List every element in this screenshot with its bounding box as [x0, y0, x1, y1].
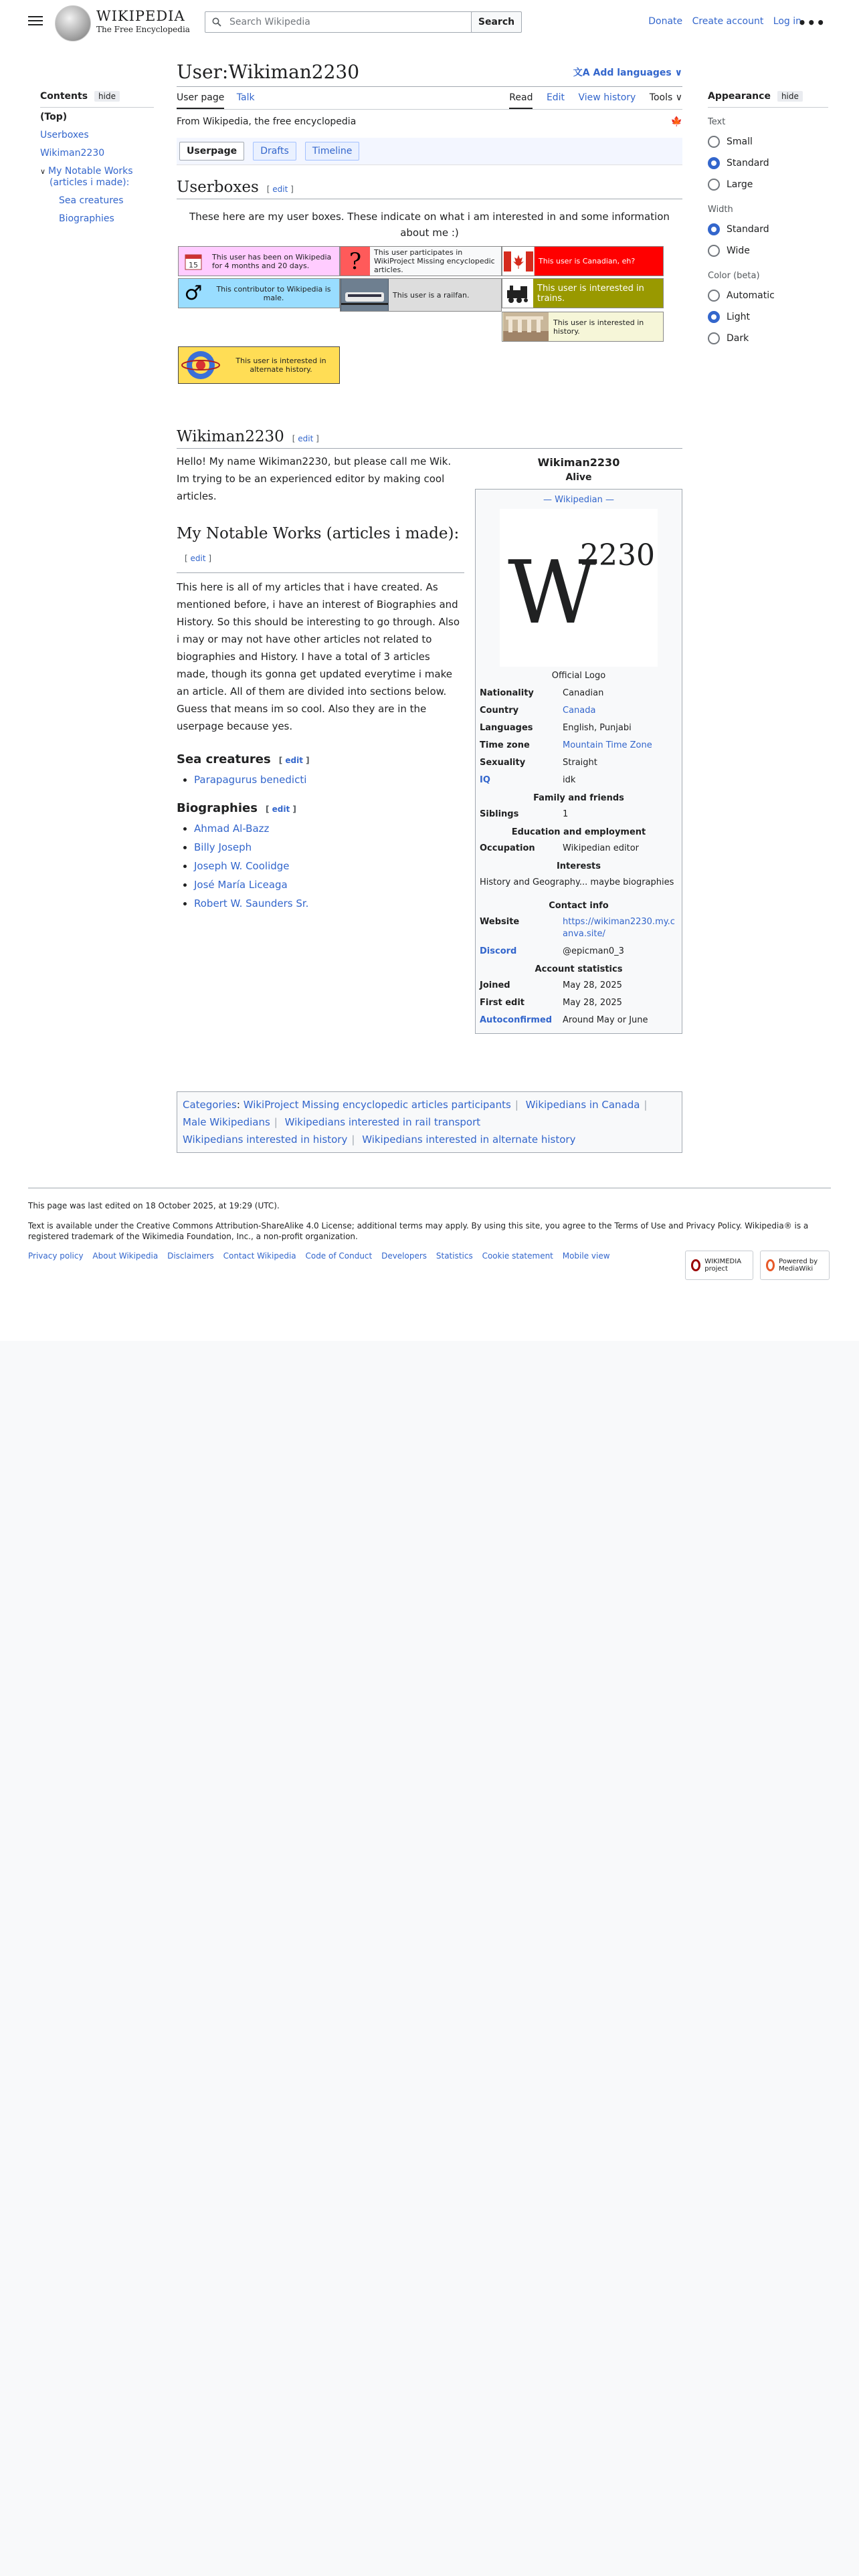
user-infobox — [475, 455, 682, 1034]
article-link[interactable]: José María Liceaga — [194, 879, 288, 891]
from-text: From Wikipedia, the free encyclopedia — [177, 116, 357, 127]
radio-label: Standard — [727, 158, 769, 169]
question-mark-icon: ? — [341, 247, 370, 276]
works-heading — [177, 522, 464, 573]
contact-header: Contact info — [549, 901, 609, 911]
toc-item-biographies[interactable]: Biographies — [59, 213, 114, 224]
text-size-label: Text — [708, 117, 726, 127]
row-label: Occupation — [480, 843, 535, 853]
add-languages-button[interactable] — [573, 66, 682, 79]
edit-link[interactable]: edit — [272, 185, 288, 194]
stats-header: Account statistics — [535, 964, 623, 974]
userbox-time-text: This user has been on Wikipedia for 4 months and 20 days. — [212, 252, 332, 270]
tab-tools[interactable] — [650, 92, 682, 108]
radio-icon — [708, 136, 720, 148]
category-link[interactable]: WikiProject Missing encyclopedic articles participants — [243, 1099, 511, 1111]
logo-title: WIKIPEDIA — [96, 8, 185, 24]
tools-label: Tools — [649, 92, 673, 103]
toc-item-top[interactable]: (Top) — [40, 112, 68, 122]
works-text: This here is all of my articles that i have created. As mentioned before, i have an interest of Biographies and History. So this should be interesting to go through. Also i may or may not have other articles not related to biographies and History. I have a total of 3 articles made, though its gonna get updated everytime i make an article. All of them are divided into sections below. Guess that means im so cool. Also they are in the userpage because yes. — [177, 581, 460, 732]
page-tabs — [177, 87, 682, 110]
alternate-history-globe-icon — [179, 347, 223, 383]
infobox-row — [480, 994, 678, 1012]
width-label: Width — [708, 205, 733, 215]
article-link[interactable]: Joseph W. Coolidge — [194, 860, 290, 872]
userbox-railfan-text: This user is a railfan. — [393, 290, 470, 300]
infobox-row — [480, 685, 678, 702]
timezone-link[interactable]: Mountain Time Zone — [563, 740, 652, 750]
radio-icon — [708, 179, 720, 191]
more-options-icon[interactable]: ••• — [797, 15, 826, 31]
userboxes-intro: These here are my user boxes. These indicate on what i am interested in and some information about me :) — [189, 211, 670, 239]
row-label: Sexuality — [480, 758, 526, 768]
footer — [28, 1188, 831, 1273]
left-column — [177, 449, 464, 913]
ruins-photo-icon — [502, 312, 549, 341]
row-value: May 28, 2025 — [563, 998, 622, 1008]
appearance-title: Appearance — [708, 91, 771, 102]
badge-text: Powered by MediaWiki — [779, 1258, 818, 1273]
toc-title: Contents — [40, 91, 88, 102]
footer-link[interactable]: Code of Conduct — [305, 1251, 373, 1261]
category-link[interactable]: Wikipedians interested in alternate history — [362, 1134, 576, 1146]
wordmark[interactable] — [96, 8, 190, 34]
main-menu-icon[interactable] — [28, 13, 43, 28]
header — [0, 0, 859, 44]
footer-link[interactable]: Privacy policy — [28, 1251, 84, 1261]
footer-link[interactable]: Mobile view — [562, 1251, 610, 1261]
radio-label: Automatic — [727, 290, 775, 301]
row-label: Time zone — [480, 740, 530, 750]
toc-hide-button[interactable]: hide — [94, 91, 120, 102]
table-of-contents — [40, 91, 154, 227]
row-value: 1 — [563, 809, 569, 819]
create-account-link[interactable]: Create account — [692, 16, 764, 27]
badge-text: WIKIMEDIA project — [704, 1258, 742, 1273]
male-symbol-icon: ♂ — [184, 282, 203, 305]
category-link[interactable]: Male Wikipedians — [183, 1116, 270, 1128]
radio-label: Light — [727, 312, 750, 322]
userbox-missing-articles — [340, 246, 502, 276]
radio-icon — [708, 290, 720, 302]
userbox-male-text: This contributor to Wikipedia is male. — [216, 284, 331, 302]
userbox-trains-text: This user is interested in trains. — [537, 283, 644, 304]
infobox-name: Wikiman2230 — [537, 456, 620, 469]
footer-link[interactable]: About Wikipedia — [92, 1251, 159, 1261]
radio-color-automatic[interactable] — [708, 285, 828, 306]
toc-item-notable-works-row — [40, 162, 154, 191]
maple-leaf-icon: 🍁 — [670, 116, 682, 127]
radio-text-large[interactable] — [708, 174, 828, 195]
search-button[interactable]: Search — [471, 11, 522, 33]
edit-link[interactable]: edit — [190, 554, 206, 563]
wikimedia-badge[interactable] — [685, 1251, 753, 1280]
row-label: Languages — [480, 723, 533, 733]
biographies-list — [177, 819, 464, 913]
infobox-row — [480, 702, 678, 720]
row-value: idk — [563, 775, 576, 785]
userbox-grid — [177, 246, 682, 387]
tab-talk[interactable]: Talk — [236, 92, 255, 103]
official-logo-image[interactable] — [500, 509, 658, 667]
infobox-row — [480, 772, 678, 789]
tab-view-history[interactable]: View history — [578, 92, 636, 103]
categories-box: Categories: WikiProject Missing encyclopedic articles participants | Wikipedians in Canada | Male Wikipedians | Wikipedians interested in rail transport Wikipedians interested in history | Wikipedians interested in alternate history — [177, 1091, 682, 1153]
category-link[interactable]: Wikipedians in Canada — [525, 1099, 640, 1111]
list-item — [194, 857, 464, 875]
userbox-male — [178, 278, 340, 308]
steam-locomotive-icon — [502, 279, 533, 308]
log-in-link[interactable]: Log in — [773, 16, 801, 27]
appearance-panel — [708, 91, 828, 349]
color-label: Color (beta) — [708, 271, 760, 281]
infobox-row — [480, 977, 678, 994]
userbox-railfan — [340, 278, 502, 312]
tab-user-page[interactable]: User page — [177, 92, 224, 109]
infobox-row — [480, 720, 678, 737]
canada-flag-icon — [502, 247, 535, 276]
radio-label: Dark — [727, 333, 749, 344]
radio-selected-icon — [708, 311, 720, 323]
edit-link[interactable]: edit — [285, 756, 303, 765]
radio-icon — [708, 332, 720, 344]
infobox-row — [480, 914, 678, 943]
row-label: Website — [480, 917, 520, 927]
navtab-userpage[interactable]: Userpage — [179, 142, 244, 160]
wikimedia-logo-icon — [691, 1259, 700, 1271]
row-value: May 28, 2025 — [563, 980, 622, 990]
list-item — [194, 838, 464, 857]
personal-links — [642, 16, 801, 27]
list-item — [194, 819, 464, 838]
radio-label: Large — [727, 179, 753, 190]
works-heading-text: My Notable Works (articles i made): — [177, 525, 460, 542]
chevron-down-icon: ∨ — [675, 92, 682, 103]
radio-width-wide[interactable] — [708, 240, 828, 261]
row-value: Wikipedian editor — [563, 843, 640, 853]
discord-link[interactable]: Discord — [480, 946, 517, 956]
search-icon — [212, 17, 221, 27]
list-item — [194, 894, 464, 913]
family-header: Family and friends — [533, 793, 624, 803]
infobox-row — [480, 737, 678, 754]
navtab-timeline[interactable]: Timeline — [305, 142, 360, 160]
edit-sea: [ edit ] — [278, 756, 310, 765]
interests-text: History and Geography... maybe biographies — [480, 877, 674, 887]
calendar-icon — [179, 247, 208, 276]
userbox-canadian-text: This user is Canadian, eh? — [539, 257, 636, 265]
radio-label: Standard — [727, 224, 769, 235]
donate-link[interactable]: Donate — [648, 16, 683, 27]
userbox-canadian — [502, 246, 664, 276]
row-label: Country — [480, 706, 519, 716]
footer-link[interactable]: Statistics — [436, 1251, 473, 1261]
education-header: Education and employment — [511, 827, 646, 837]
userboxes-heading-text: Userboxes — [177, 179, 259, 196]
mediawiki-badge[interactable] — [760, 1251, 830, 1280]
infobox-above[interactable]: — Wikipedian — — [543, 495, 614, 505]
toc-item-sea-creatures[interactable]: Sea creatures — [59, 195, 124, 206]
sea-creatures-heading-text: Sea creatures — [177, 752, 271, 766]
wikiman-heading-text: Wikiman2230 — [177, 428, 284, 445]
wikipedia-globe-logo[interactable] — [55, 5, 91, 41]
radio-label: Wide — [727, 245, 750, 256]
infobox-status: Alive — [565, 472, 592, 483]
svg-text:15: 15 — [189, 260, 198, 270]
userbox-history-text: This user is interested in history. — [553, 318, 644, 336]
train-photo-icon — [341, 279, 389, 311]
appearance-hide-button[interactable]: hide — [777, 91, 803, 102]
chevron-down-icon[interactable]: ∨ — [40, 167, 46, 176]
add-languages-label: Add languages — [593, 68, 672, 78]
category-link[interactable]: Wikipedians interested in rail transport — [284, 1116, 481, 1128]
translate-icon: 文A — [573, 68, 593, 78]
infobox-body — [475, 489, 682, 1034]
userpage-nav — [177, 138, 682, 165]
footer-link[interactable]: Developers — [381, 1251, 427, 1261]
footer-link[interactable]: Disclaimers — [167, 1251, 214, 1261]
iq-link[interactable]: IQ — [480, 775, 490, 785]
mediawiki-logo-icon — [766, 1259, 775, 1271]
biographies-heading-text: Biographies — [177, 801, 258, 815]
infobox-row — [480, 806, 678, 823]
about-text: Hello! My name Wikiman2230, but please call me Wik. Im trying to be an experienced editor by making cool articles. — [177, 455, 452, 502]
search-box — [205, 11, 472, 33]
autoconfirmed-link[interactable]: Autoconfirmed — [480, 1015, 553, 1025]
sea-creatures-heading — [177, 752, 464, 766]
list-item — [194, 875, 464, 894]
edit-works: [ edit ] — [185, 554, 212, 563]
infobox-row — [480, 1012, 678, 1029]
edit-bio: [ edit ] — [265, 804, 296, 814]
toc-item-wikiman2230[interactable]: Wikiman2230 — [40, 148, 105, 158]
biographies-heading — [177, 801, 464, 815]
website-link[interactable]: https://wikiman2230.my.canva.site/ — [563, 917, 675, 939]
page-title: User:Wikiman2230 — [177, 61, 360, 83]
row-value: @epicman0_3 — [563, 946, 624, 956]
infobox-row — [480, 754, 678, 772]
infobox-row — [480, 840, 678, 857]
edit-link[interactable]: edit — [298, 434, 314, 443]
toc-item-userboxes[interactable]: Userboxes — [40, 130, 89, 140]
chevron-down-icon: ∨ — [674, 68, 682, 78]
radio-width-standard[interactable] — [708, 219, 828, 240]
row-label: Joined — [480, 980, 510, 990]
tab-edit[interactable]: Edit — [546, 92, 565, 103]
row-value: Straight — [563, 758, 597, 768]
logo-subtitle: The Free Encyclopedia — [96, 25, 190, 34]
category-link[interactable]: Wikipedians interested in history — [183, 1134, 348, 1146]
row-label: Siblings — [480, 809, 519, 819]
list-item — [194, 770, 464, 789]
categories-label[interactable]: Categories — [183, 1099, 237, 1111]
edit-userboxes: [ edit ] — [266, 185, 294, 194]
radio-color-dark[interactable] — [708, 328, 828, 349]
tab-read[interactable]: Read — [509, 92, 533, 109]
radio-text-standard[interactable] — [708, 152, 828, 174]
edit-wikiman: [ edit ] — [292, 434, 319, 443]
footer-link[interactable]: Cookie statement — [482, 1251, 553, 1261]
article-link[interactable]: Robert W. Saunders Sr. — [194, 897, 309, 909]
last-edited: This page was last edited on 18 October 2025, at 19:29 (UTC). — [28, 1201, 280, 1210]
userbox-history — [502, 312, 664, 342]
edit-link[interactable]: edit — [272, 804, 290, 814]
radio-selected-icon — [708, 223, 720, 235]
radio-selected-icon — [708, 157, 720, 169]
infobox-row — [480, 943, 678, 960]
logo-number: 2230 — [580, 538, 655, 572]
sea-creatures-list — [177, 770, 464, 789]
row-value: Around May or June — [563, 1015, 648, 1025]
radio-icon — [708, 245, 720, 257]
radio-color-light[interactable] — [708, 306, 828, 328]
userbox-missing-text: This user participates in WikiProject Missing encyclopedic articles. — [374, 248, 495, 274]
license-text: Text is available under the Creative Commons Attribution-ShareAlike 4.0 License; additional terms may apply. By using this site, you agree to the Terms of Use and Privacy Policy. Wikipedia® is a registered trademark of the Wikimedia Foundation, Inc., a non-profit organization. — [28, 1221, 809, 1241]
interests-header: Interests — [556, 861, 601, 871]
toc-item-notable-works[interactable]: My Notable Works (articles i made): — [48, 166, 133, 188]
radio-label: Small — [727, 136, 753, 147]
logo-letter: W — [508, 542, 597, 643]
article-link[interactable]: Billy Joseph — [194, 841, 252, 853]
logo-caption: Official Logo — [551, 671, 606, 681]
main-content — [177, 59, 682, 1025]
userbox-trains — [502, 278, 664, 308]
radio-text-small[interactable] — [708, 131, 828, 152]
footer-link[interactable]: Contact Wikipedia — [223, 1251, 296, 1261]
userbox-time — [178, 246, 340, 276]
article-link[interactable]: Parapagurus benedicti — [194, 774, 307, 786]
country-link[interactable]: Canada — [563, 706, 596, 716]
row-value: English, Punjabi — [563, 723, 632, 733]
row-label: Nationality — [480, 688, 534, 698]
row-value: Canadian — [563, 688, 604, 698]
from-wikipedia — [177, 116, 682, 127]
userbox-alternate-history — [178, 346, 340, 384]
article-link[interactable]: Ahmad Al-Bazz — [194, 823, 270, 835]
userbox-alt-history-text: This user is interested in alternate history. — [235, 356, 326, 374]
userboxes-heading — [177, 179, 682, 199]
wikiman-heading — [177, 428, 682, 449]
search-input[interactable] — [228, 12, 469, 32]
navtab-drafts[interactable]: Drafts — [253, 142, 296, 160]
row-label: First edit — [480, 998, 525, 1008]
